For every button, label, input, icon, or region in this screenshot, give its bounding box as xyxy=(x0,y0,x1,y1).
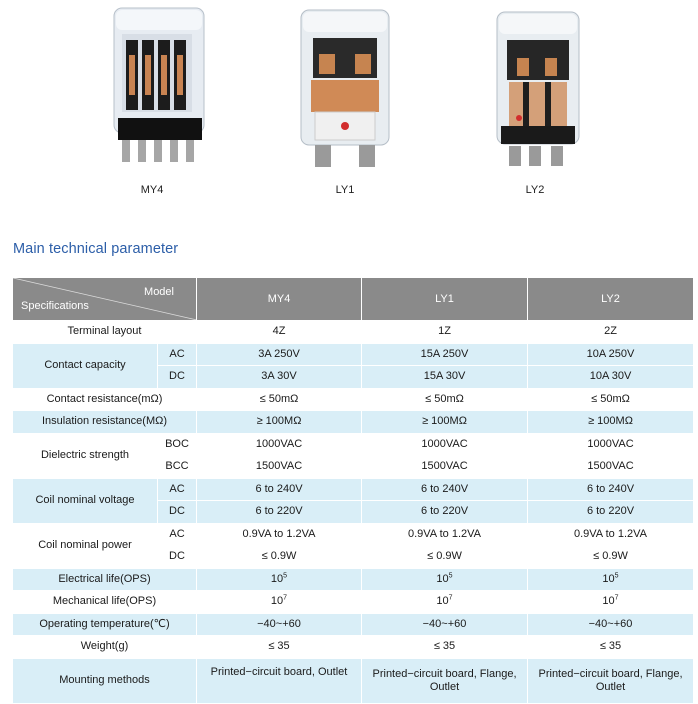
table-row xyxy=(13,591,694,614)
cell: ≥ 100MΩ xyxy=(197,411,362,434)
corner-model-label: Model xyxy=(144,286,174,298)
table-row xyxy=(13,321,694,344)
cell: ≤ 0.9W xyxy=(528,546,694,569)
sub-label: DC xyxy=(158,546,197,569)
cell: 6 to 240V xyxy=(362,478,528,501)
product-label: MY4 xyxy=(140,184,164,196)
diagonal-divider xyxy=(13,278,197,320)
product-ly2 xyxy=(465,0,605,205)
row-label: Mounting methods xyxy=(13,658,197,703)
row-label: Weight(g) xyxy=(13,636,197,659)
cell: $10^7$ xyxy=(362,591,528,614)
sub-label: DC xyxy=(158,366,197,389)
cell: 1000VAC xyxy=(362,433,528,456)
row-label: Operating temperature(℃) xyxy=(13,613,197,636)
relay-my4-image xyxy=(82,0,222,180)
row-label: Coil nominal power xyxy=(13,523,158,568)
cell: Printed−circuit board, Flange, Outlet xyxy=(362,658,528,703)
cell: $10^7$ xyxy=(197,591,362,614)
cell: Printed−circuit board, Flange, Outlet xyxy=(528,658,694,703)
cell: 1Z xyxy=(362,321,528,344)
sub-label: BOC xyxy=(158,433,197,456)
cell: 2Z xyxy=(528,321,694,344)
sub-label: DC xyxy=(158,501,197,524)
cell: ≤ 0.9W xyxy=(362,546,528,569)
corner-header xyxy=(13,278,197,321)
spec-table xyxy=(12,277,694,704)
cell: ≤ 50mΩ xyxy=(528,388,694,411)
corner-spec-label: Specifications xyxy=(21,300,89,312)
cell: ≤ 50mΩ xyxy=(197,388,362,411)
cell: 0.9VA to 1.2VA xyxy=(362,523,528,546)
cell: ≤ 35 xyxy=(197,636,362,659)
row-label: Insulation resistance(MΩ) xyxy=(13,411,197,434)
row-label: Contact resistance(mΩ) xyxy=(13,388,197,411)
sub-label: AC xyxy=(158,523,197,546)
cell: 0.9VA to 1.2VA xyxy=(197,523,362,546)
table-row xyxy=(13,568,694,591)
product-ly1 xyxy=(275,0,415,205)
product-label: LY1 xyxy=(335,184,355,196)
product-label: LY2 xyxy=(525,184,545,196)
cell: 1000VAC xyxy=(528,433,694,456)
cell: 1500VAC xyxy=(362,456,528,479)
row-label: Coil nominal voltage xyxy=(13,478,158,523)
cell: 0.9VA to 1.2VA xyxy=(528,523,694,546)
table-row xyxy=(13,636,694,659)
cell: 3A 30V xyxy=(197,366,362,389)
cell: ≥ 100MΩ xyxy=(362,411,528,434)
table-row xyxy=(13,613,694,636)
cell: 10A 250V xyxy=(528,343,694,366)
cell: ≤ 35 xyxy=(362,636,528,659)
cell: $10^5$ xyxy=(197,568,362,591)
row-label: Terminal layout xyxy=(13,321,197,344)
cell: Printed−circuit board, Outlet xyxy=(197,658,362,703)
cell: 4Z xyxy=(197,321,362,344)
column-header-my4: MY4 xyxy=(197,278,362,321)
table-row xyxy=(13,411,694,434)
cell: 6 to 220V xyxy=(528,501,694,524)
cell: 6 to 220V xyxy=(362,501,528,524)
cell: 3A 250V xyxy=(197,343,362,366)
cell: 15A 30V xyxy=(362,366,528,389)
table-row xyxy=(13,658,694,703)
cell: ≤ 0.9W xyxy=(197,546,362,569)
cell: 1000VAC xyxy=(197,433,362,456)
row-label: Mechanical life(OPS) xyxy=(13,591,197,614)
cell: 6 to 220V xyxy=(197,501,362,524)
table-row xyxy=(13,343,694,366)
table-row xyxy=(13,478,694,501)
cell: $10^5$ xyxy=(528,568,694,591)
cell: 1500VAC xyxy=(197,456,362,479)
cell: −40~+60 xyxy=(528,613,694,636)
relay-ly1-image xyxy=(275,0,415,180)
header-row xyxy=(13,278,694,321)
cell: $10^5$ xyxy=(362,568,528,591)
row-label: Contact capacity xyxy=(13,343,158,388)
product-my4 xyxy=(82,0,222,205)
cell: 15A 250V xyxy=(362,343,528,366)
sub-label: AC xyxy=(158,343,197,366)
relay-ly2-image xyxy=(465,0,605,180)
sub-label: AC xyxy=(158,478,197,501)
column-header-ly1: LY1 xyxy=(362,278,528,321)
cell: 1500VAC xyxy=(528,456,694,479)
table-row xyxy=(13,433,694,456)
cell: ≤ 35 xyxy=(528,636,694,659)
section-title: Main technical parameter xyxy=(13,241,179,257)
row-label: Dielectric strength xyxy=(13,433,158,478)
cell: ≥ 100MΩ xyxy=(528,411,694,434)
sub-label: BCC xyxy=(158,456,197,479)
product-gallery xyxy=(0,0,698,205)
column-header-ly2: LY2 xyxy=(528,278,694,321)
cell: ≤ 50mΩ xyxy=(362,388,528,411)
row-label: Electrical life(OPS) xyxy=(13,568,197,591)
cell: 6 to 240V xyxy=(197,478,362,501)
cell: −40~+60 xyxy=(197,613,362,636)
cell: $10^7$ xyxy=(528,591,694,614)
cell: 6 to 240V xyxy=(528,478,694,501)
cell: 10A 30V xyxy=(528,366,694,389)
table-row xyxy=(13,388,694,411)
cell: −40~+60 xyxy=(362,613,528,636)
table-row xyxy=(13,523,694,546)
